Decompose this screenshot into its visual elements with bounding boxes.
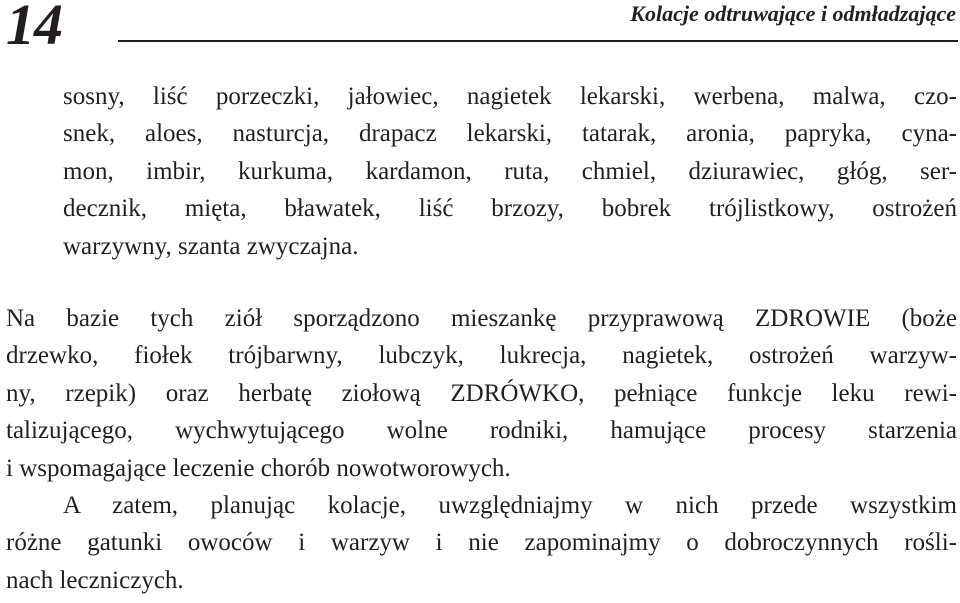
header-rule [118,40,958,42]
text-line: warzywny, szanta zwyczajna. [63,232,359,260]
text-line: sosny, liść porzeczki, jałowiec, nagietek lekarski, werbena, malwa, czo- [63,83,957,110]
text-line: A zatem, planując kolacje, uwzględniajmy w nich przede wszystkim [63,491,957,519]
paragraph-herb-list [6,78,957,265]
text-line: nach leczniczych. [6,566,184,594]
page-number: 14 [6,0,62,57]
running-title: Kolacje odtruwające i odmładzające [630,1,956,26]
text-line: drzewko, fiołek trójbarwny, lubczyk, lukrecja, nagietek, ostrożeń warzyw- [6,342,957,370]
text-line: Na bazie tych ziół sporządzono mieszankę przyprawową ZDROWIE (boże [6,305,957,332]
text-line: decznik, mięta, bławatek, liść brzozy, bobrek trójlistkowy, ostrożeń [63,195,957,223]
text-line: i wspomagające leczenie chorób nowotworowych. [6,454,511,482]
text-line: ny, rzepik) oraz herbatę ziołową ZDRÓWKO, pełniące funkcje leku rewi- [6,379,957,407]
paragraph-herbal-mixtures [6,300,957,599]
text-line: talizującego, wychwytującego wolne rodniki, hamujące procesy starzenia [6,417,957,445]
text-line: snek, aloes, nasturcja, drapacz lekarski, tatarak, aronia, papryka, cyna- [63,120,957,148]
text-line: mon, imbir, kurkuma, kardamon, ruta, chmiel, dziurawiec, głóg, ser- [63,157,957,185]
text-line: różne gatunki owoców i warzyw i nie zapominajmy o dobroczynnych rośli- [6,529,957,557]
